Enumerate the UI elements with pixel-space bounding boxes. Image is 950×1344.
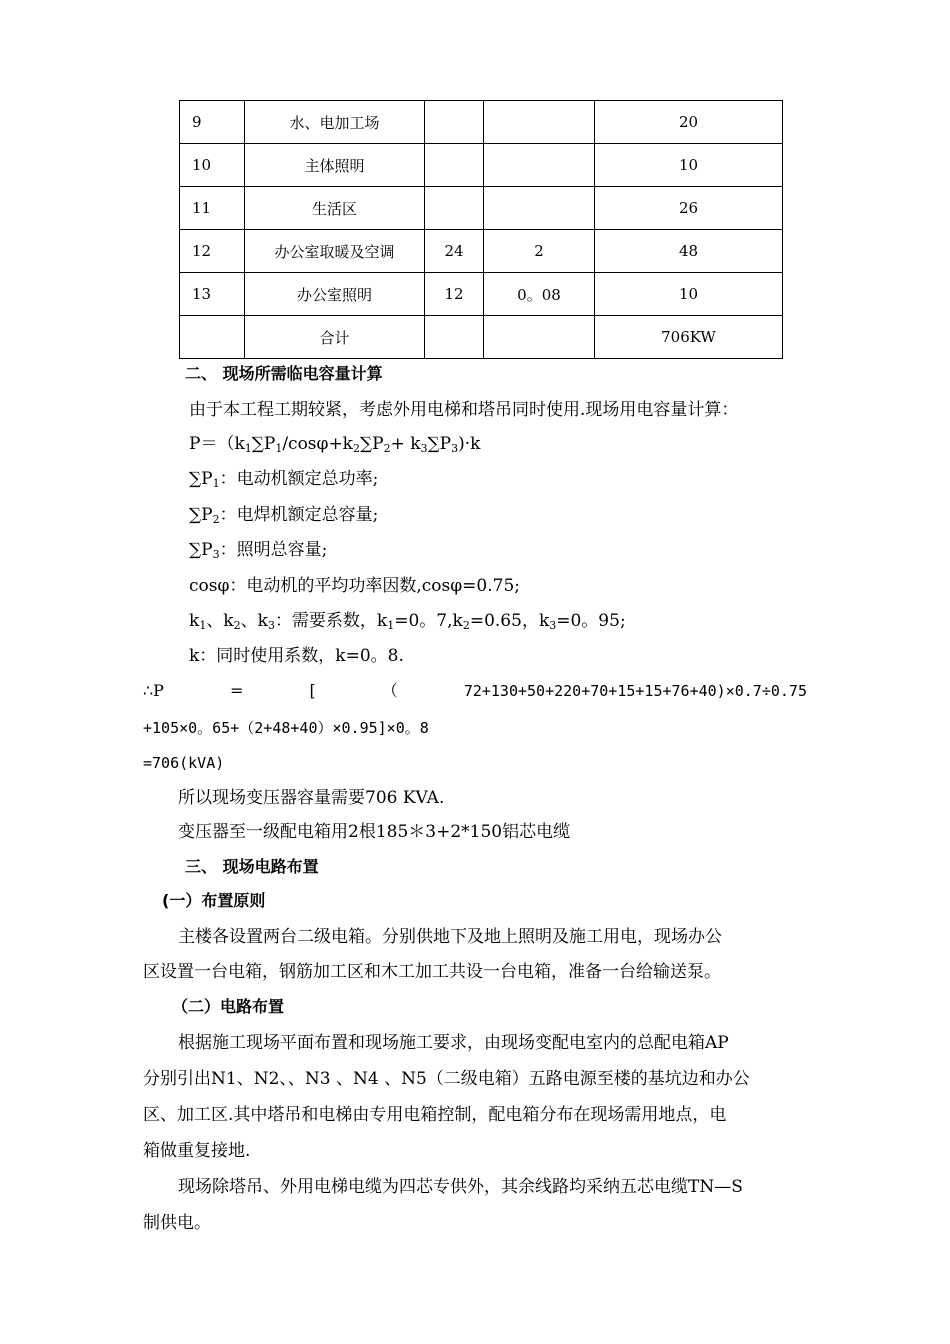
layout-principle-line-1: 主楼各设置两台二级电箱。分别供地下及地上照明及施工用电，现场办公	[178, 927, 722, 947]
table-cell	[425, 316, 484, 359]
table-cell: 2	[484, 230, 595, 273]
section-2-intro: 由于本工程工期较紧，考虑外用电梯和塔吊同时使用.现场用电容量计算：	[189, 400, 739, 420]
definition-p3: $\sum P_3$：照明总容量;	[189, 540, 328, 561]
table-cell	[484, 101, 595, 144]
table-cell: 合计	[245, 316, 425, 359]
table-cell	[484, 187, 595, 230]
table-cell: 0。08	[484, 273, 595, 316]
table-cell	[484, 316, 595, 359]
table-row	[180, 101, 783, 144]
calculation-result: =706(kVA)	[143, 754, 225, 772]
circuit-layout-line-3: 区、加工区.其中塔吊和电梯由专用电箱控制，配电箱分布在现场需用地点，电	[143, 1105, 727, 1125]
table-cell: 主体照明	[245, 144, 425, 187]
definition-demand-factors: $k_1$、$k_2$、$k_3$：需要系数，$k_1=0$。$7,k_2=0.65$，$k_3=0$。95;	[189, 611, 626, 632]
table-row	[180, 230, 783, 273]
table-cell: 48	[595, 230, 783, 273]
table-cell	[425, 187, 484, 230]
table-row	[180, 187, 783, 230]
table-cell: 706KW	[595, 316, 783, 359]
table-cell	[484, 144, 595, 187]
subsection-2-heading: （二）电路布置	[172, 997, 285, 1016]
table-row	[180, 273, 783, 316]
cable-type-line-1: 现场除塔吊、外用电梯电缆为四芯专供外，其余线路均采纳五芯电缆TN—S	[178, 1177, 743, 1197]
load-table	[179, 100, 783, 359]
table-cell: 13	[180, 273, 245, 316]
calculation-line-2: +105×0。65+（2+48+40）×0.95]×0。8	[143, 719, 429, 737]
circuit-layout-line-1: 根据施工现场平面布置和现场施工要求，由现场变配电室内的总配电箱AP	[178, 1033, 729, 1053]
capacity-formula: $P=(k_1\sum P_1/\cos\varphi+k_2\sum P_2+ k_3\sum P_3)\cdot k$	[189, 434, 481, 455]
layout-principle-line-2: 区设置一台电箱，钢筋加工区和木工加工共设一台电箱，准备一台给输送泵。	[143, 962, 721, 982]
cable-spec: 变压器至一级配电箱用2根185＊3+2*150铝芯电缆	[178, 822, 571, 842]
definition-simultaneity-factor: k：同时使用系数，k=0。8.	[189, 646, 404, 666]
definition-cos-phi: cosφ：电动机的平均功率因数,cosφ=0.75;	[189, 576, 520, 596]
section-3-heading: 三、 现场电路布置	[185, 857, 319, 876]
definition-p2: $\sum P_2$：电焊机额定总容量;	[189, 505, 379, 526]
table-row	[180, 316, 783, 359]
table-cell: 12	[425, 273, 484, 316]
calculation-line-1: ∴P = [ （ 72+130+50+220+70+15+15+76+40)×0.7÷0.75	[143, 681, 807, 700]
table-cell: 11	[180, 187, 245, 230]
section-2-heading: 二、 现场所需临电容量计算	[185, 364, 383, 383]
table-cell: 24	[425, 230, 484, 273]
table-cell: 10	[595, 144, 783, 187]
circuit-layout-line-2: 分别引出N1、N2、、N3 、N4 、N5（二级电箱）五路电源至楼的基坑边和办公	[143, 1069, 750, 1089]
table-cell: 12	[180, 230, 245, 273]
transformer-capacity: 所以现场变压器容量需要706 KVA.	[178, 788, 445, 808]
table-cell	[425, 101, 484, 144]
definition-p1: $\sum P_1$：电动机额定总功率;	[189, 469, 379, 490]
table-cell: 26	[595, 187, 783, 230]
table-cell: 9	[180, 101, 245, 144]
table-cell: 办公室照明	[245, 273, 425, 316]
circuit-layout-line-4: 箱做重复接地.	[143, 1141, 251, 1161]
table-cell: 办公室取暖及空调	[245, 230, 425, 273]
load-table-body	[180, 101, 783, 359]
table-cell: 10	[595, 273, 783, 316]
table-cell: 生活区	[245, 187, 425, 230]
table-cell	[180, 316, 245, 359]
table-cell: 10	[180, 144, 245, 187]
table-row	[180, 144, 783, 187]
cable-type-line-2: 制供电。	[143, 1213, 211, 1233]
table-cell: 20	[595, 101, 783, 144]
table-cell	[425, 144, 484, 187]
subsection-1-heading: (一）布置原则	[162, 891, 266, 910]
table-cell: 水、电加工场	[245, 101, 425, 144]
